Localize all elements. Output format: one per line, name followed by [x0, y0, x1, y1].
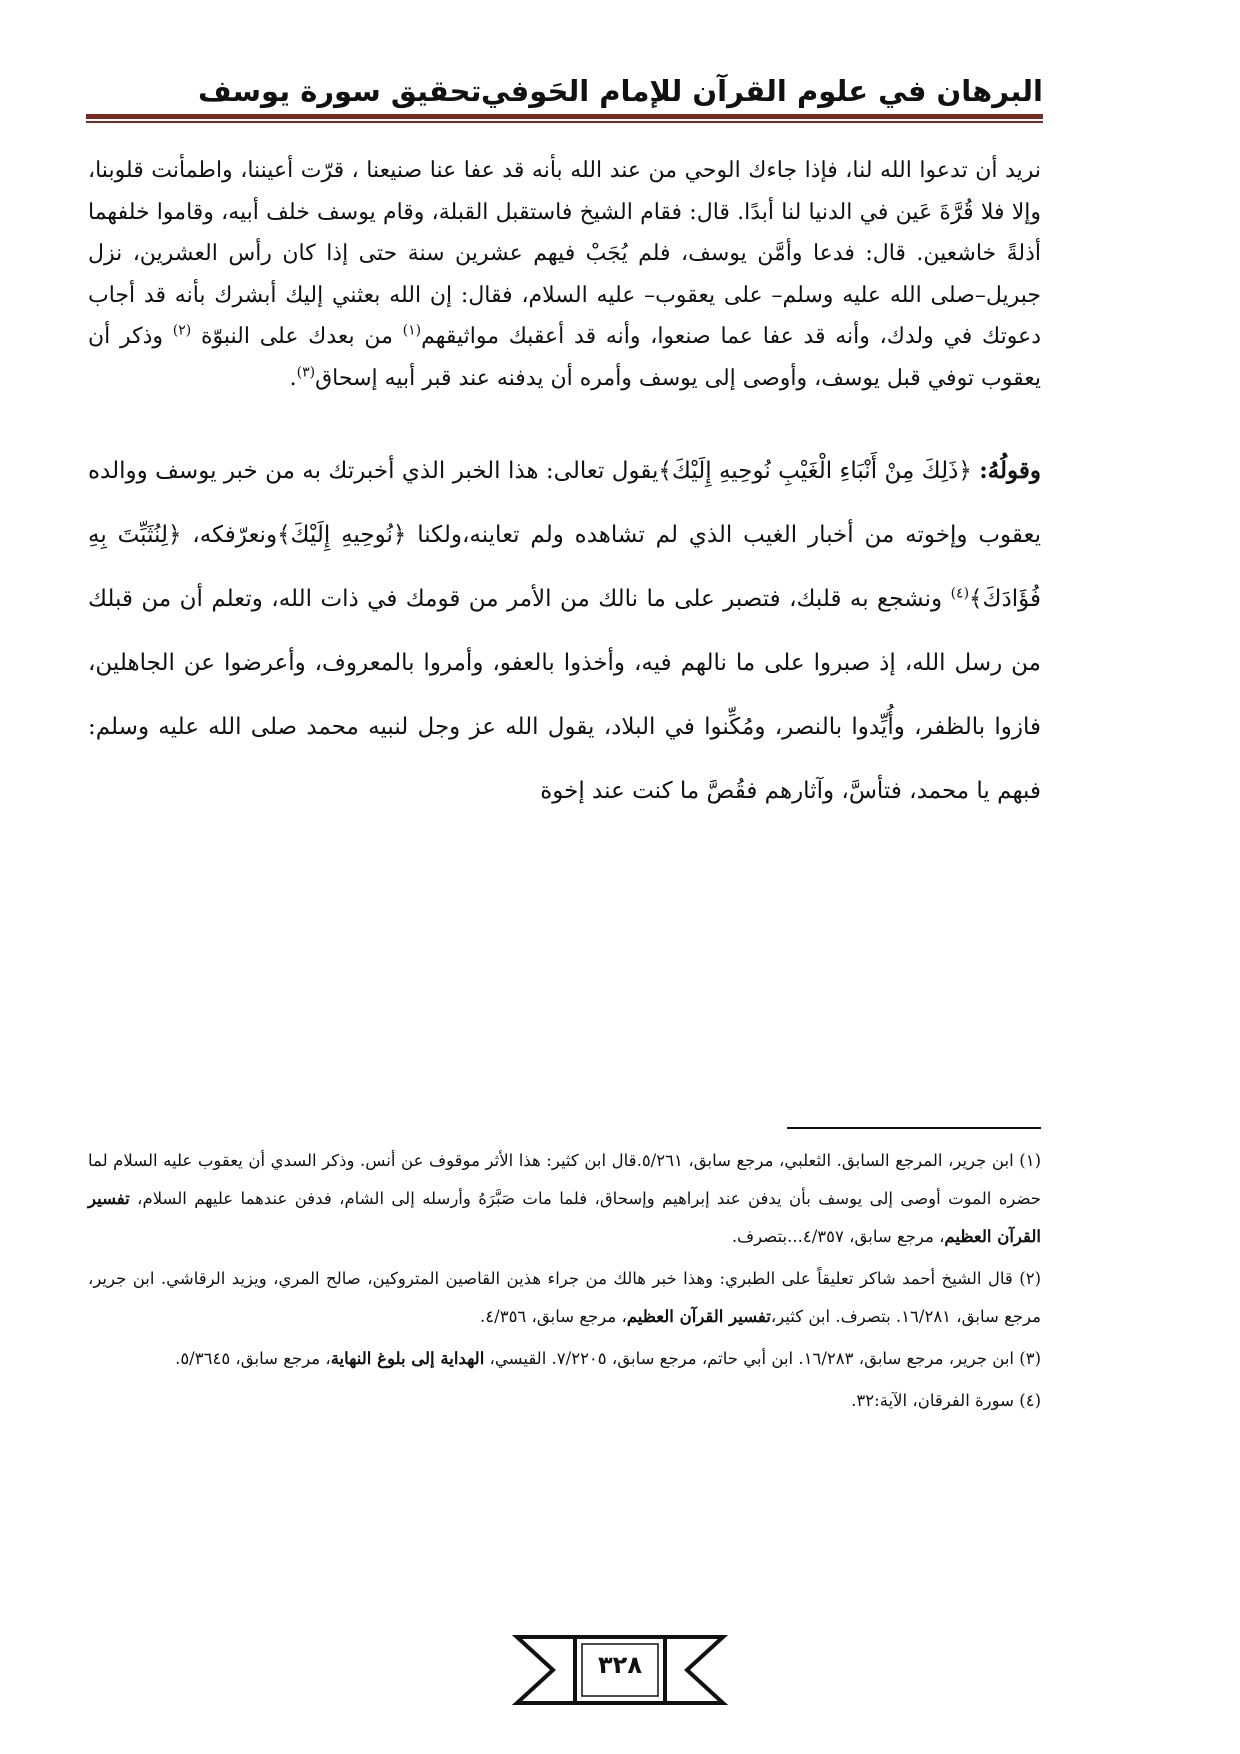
paragraph-1-text-c: وذكر أن يعقوب توفي قبل يوسف، وأوصى إلى يوسف وأمره أن يدفنه عند قبر أبيه إسحاق — [88, 324, 1041, 391]
footnote-1-text-a: (١) ابن جرير، المرجع السابق. الثعلبي، مرجع سابق، ٥/٢٦١.قال ابن كثير: هذا الأثر موقوف عن أنس. وذكر السدي أن يعقوب عليه السلام لما حضره الموت أوصى إلى يوسف بأن يدفن عند إبراهيم وإسحاق، فلما مات صَبَّرَهُ وأرسله إلى الشام، فدفن عندهما عليهم السلام، — [88, 1151, 1041, 1208]
footnote-4 — [88, 1382, 1041, 1420]
footnote-4-text-a: (٤) سورة الفرقان، الآية:٣٢. — [851, 1391, 1041, 1410]
main-text — [88, 150, 1041, 823]
footnote-3-text-a: (٣) ابن جرير، مرجع سابق، ١٦/٢٨٣. ابن أبي حاتم، مرجع سابق، ٧/٢٢٠٥. القيسي، — [484, 1349, 1041, 1368]
paragraph-2-text-c: ونشجع به قلبك، فتصبر على ما نالك من الأمر من قومك في ذات الله، وتعلم أن من قبلك من رسل الله، إذ صبروا على ما نالهم فيه، وأخذوا بالعفو، وأمروا بالمعروف، وأعرضوا عن الجاهلين، فازوا بالظفر، وأُيِّدوا بالنصر، ومُكِّنوا في البلاد، يقول الله عز وجل لنبيه محمد صلى الله عليه وسلم: فبهم يا محمد، فتأسَّ، وآثارهم فقُصَّ ما كنت عند إخوة — [88, 586, 1041, 804]
paragraph-1-text-d: . — [289, 365, 297, 391]
page-number: ٣٢٨ — [598, 1651, 642, 1679]
quran-verse-1: ﴿ذَلِكَ مِنْ أَنْبَاءِ الْغَيْبِ نُوحِيهِ إِلَيْكَ﴾ — [658, 458, 980, 484]
footnote-1-book-title: تفسير القرآن العظيم — [88, 1189, 1041, 1246]
paragraph-1-text-a: نريد أن تدعوا الله لنا، فإذا جاءك الوحي من عند الله بأنه قد عفا عنا صنيعنا ، قرّت أعيننا، واطمأنت قلوبنا، وإلا فلا قُرَّةَ عَين في الدنيا لنا أبدًا. قال: فقام الشيخ فاستقبل القبلة، وقام يوسف خلف أبيه، وقاموا خلفهما أذلةً خاشعين. قال: فدعا وأمَّن يوسف، فلم يُجَبْ فيهم عشرين سنة حتى إذا كان رأس العشرين، نزل جبريل–صلى الله عليه وسلم– على يعقوب– عليه السلام، فقال: إن الله بعثني إليك أبشرك بأنه قد أجاب دعوتك في ولدك، وأنه قد عفا عما صنعوا، وأنه قد أعقبك مواثيقهم — [88, 158, 1042, 349]
running-header — [86, 66, 1043, 112]
paragraph-2-text-b: ونعرّفكه، — [181, 522, 278, 548]
footnote-ref-3[interactable]: (٣) — [296, 364, 316, 381]
book-title: البرهان في علوم القرآن للإمام الحَوفي — [480, 74, 1043, 108]
verse-lead-word: وقولُهُ: — [979, 457, 1041, 484]
footnote-3-text-b: ، مرجع سابق، ٥/٣٦٤٥. — [175, 1349, 331, 1368]
footnote-ref-2[interactable]: (٢) — [172, 322, 192, 339]
paragraph-2-text-a: يقول تعالى: هذا الخبر الذي أخبرتك به من خبر يوسف ووالده يعقوب وإخوته من أخبار الغيب الذي لم تشاهده ولم تعاينه،ولكنا — [88, 458, 1042, 548]
footnote-1 — [88, 1142, 1041, 1256]
footnote-ref-1[interactable]: (١) — [402, 322, 422, 339]
footnotes — [88, 1142, 1041, 1424]
footnote-2 — [88, 1260, 1041, 1336]
footnote-1-text-b: ، مرجع سابق، ٤/٣٥٧...بتصرف. — [731, 1227, 945, 1246]
header-rule-thin — [86, 121, 1043, 123]
footnote-separator — [787, 1127, 1041, 1129]
quran-verse-3: ﴿لِنُثَبِّتَ بِهِ فُؤَادَكَ﴾ — [88, 522, 1041, 612]
paragraph-1 — [88, 150, 1041, 399]
paragraph-1-text-b: من بعدك على النبوّة — [191, 324, 403, 349]
chapter-title: تحقيق سورة يوسف — [198, 74, 482, 108]
quran-verse-2: ﴿نُوحِيهِ إِلَيْكَ﴾ — [277, 522, 407, 548]
footnote-3-book-title: الهداية إلى بلوغ النهاية — [330, 1349, 485, 1368]
footnote-2-text-b: ، مرجع سابق، ٤/٣٥٦. — [480, 1307, 627, 1326]
footnote-2-book-title: تفسير القرآن العظيم — [626, 1307, 771, 1326]
footnote-ref-4[interactable]: (٤) — [950, 585, 970, 602]
header-rule-thick — [86, 114, 1043, 119]
paragraph-2 — [88, 439, 1041, 823]
footnote-2-text-a: (٢) قال الشيخ أحمد شاكر تعليقاً على الطبري: وهذا خبر هالك من جراء هذين القاصين المتروكين، صالح المري، ويزيد الرقاشي. ابن جرير، مرجع سابق، ١٦/٢٨١. بتصرف. ابن كثير، — [88, 1269, 1041, 1326]
page-number-badge — [505, 1625, 735, 1715]
footnote-3 — [88, 1340, 1041, 1378]
